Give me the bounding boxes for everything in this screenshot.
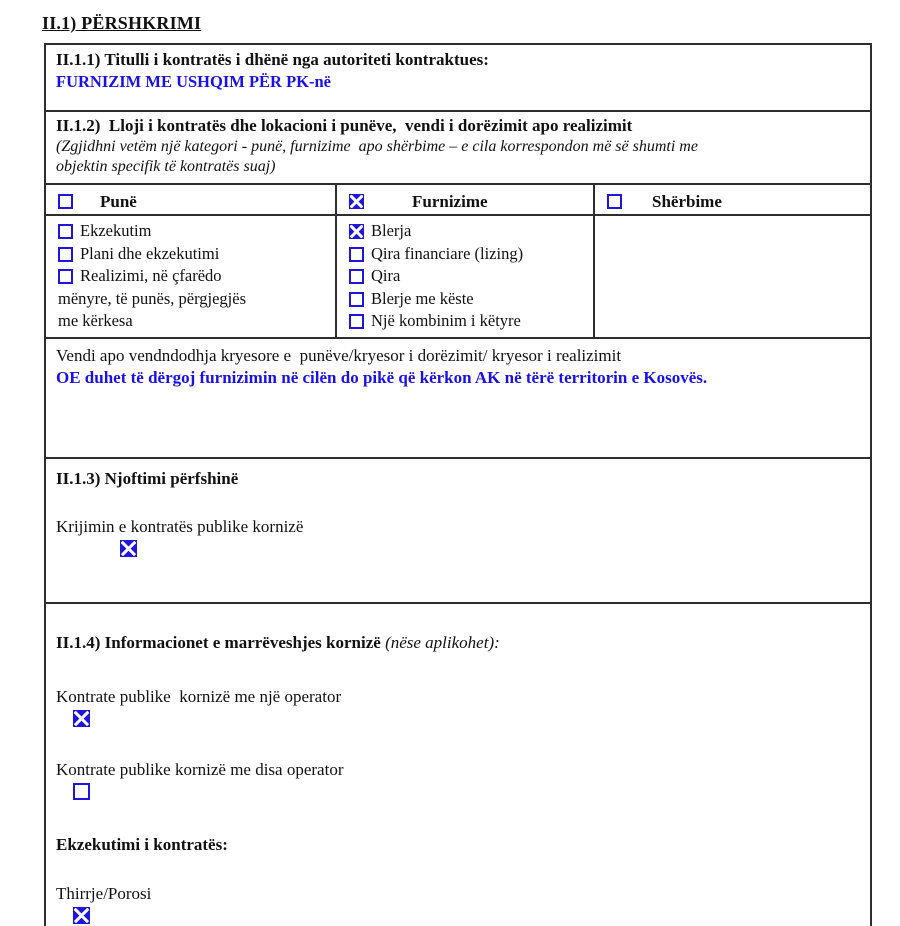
work-options-cell	[46, 216, 337, 337]
framework-multi-operator-label: Kontrate publike kornizë me disa operator	[56, 760, 344, 779]
option-label: Blerja	[371, 221, 412, 240]
category-checkbox-furnizime[interactable]	[349, 194, 364, 209]
section-contract-title	[46, 45, 870, 112]
checkbox-plani-dhe-ekzekutimi[interactable]	[58, 247, 73, 262]
category-header-row	[46, 185, 870, 216]
framework-single-operator-label: Kontrate publike kornizë me një operator	[56, 687, 342, 706]
delivery-place-value: OE duhet të dërgoj furnizimin në cilën do pikë që kërkon AK në tërë territorin e Kosovës.	[56, 368, 708, 387]
call-order-checkbox[interactable]	[73, 907, 90, 924]
option-label: Blerje me këste	[371, 288, 474, 308]
category-label-sherbime: Shërbime	[652, 191, 722, 211]
framework-info-heading-note: (nëse aplikohet):	[380, 633, 500, 652]
option-plani-dhe-ekzekutimi	[58, 243, 329, 266]
option-blerje-me-keste	[349, 288, 587, 311]
option-label: Ekzekutim	[80, 221, 152, 240]
category-checkbox-pune[interactable]	[58, 194, 73, 209]
contract-title-heading: II.1.1) Titulli i kontratës i dhënë nga autoriteti kontraktues:	[56, 50, 489, 69]
section-notice-includes	[46, 459, 870, 604]
checkbox-blerja[interactable]	[349, 224, 364, 239]
delivery-place-label: Vendi apo vendndodhja kryesore e punëve/kryesor i dorëzimit/ kryesor i realizimit	[56, 346, 622, 365]
category-label-pune: Punë	[100, 191, 137, 211]
supply-options-cell	[337, 216, 595, 337]
contract-type-note-line2: objektin specifik të kontratës suaj)	[56, 158, 276, 175]
category-cell-furnizime	[337, 185, 595, 214]
option-ekzekutim	[58, 220, 329, 243]
checkbox-realizimi[interactable]	[58, 269, 73, 284]
call-order-label: Thirrje/Porosi	[56, 884, 152, 903]
option-label: Qira	[371, 266, 401, 285]
option-realizimi-wrap-line2: me kërkesa	[58, 311, 133, 330]
checkbox-qira-financiare[interactable]	[349, 247, 364, 262]
checkbox-nje-kombinim[interactable]	[349, 314, 364, 329]
framework-multi-operator-checkbox[interactable]	[73, 783, 90, 800]
option-label: Realizimi, në çfarëdo	[80, 266, 222, 285]
checkbox-qira[interactable]	[349, 269, 364, 284]
contract-type-heading: II.1.2) Lloji i kontratës dhe lokacioni i punëve, vendi i dorëzimit apo realizimit	[56, 116, 633, 135]
section-contract-type-heading	[46, 112, 870, 185]
category-cell-sherbime	[595, 185, 870, 214]
contract-title-value: FURNIZIM ME USHQIM PËR PK-në	[56, 72, 331, 91]
section-framework-info	[46, 604, 870, 926]
option-qira-financiare	[349, 243, 587, 266]
framework-single-operator-checkbox[interactable]	[73, 710, 90, 727]
option-realizimi	[58, 265, 329, 288]
services-options-cell-empty	[595, 216, 870, 337]
option-label: Një kombinim i këtyre	[371, 311, 521, 330]
category-cell-pune	[46, 185, 337, 214]
option-realizimi-wrap-line1: mënyre, të punës, përgjegjës	[58, 288, 247, 308]
option-label: Qira financiare (lizing)	[371, 243, 524, 263]
checkbox-ekzekutim[interactable]	[58, 224, 73, 239]
option-blerja	[349, 220, 587, 243]
option-label: Plani dhe ekzekutimi	[80, 243, 220, 263]
notice-includes-heading: II.1.3) Njoftimi përfshinë	[56, 469, 239, 488]
checkbox-blerje-me-keste[interactable]	[349, 292, 364, 307]
contract-type-note-line1: (Zgjidhni vetëm një kategori - punë, furnizime apo shërbime – e cila korrespondon më së shumti me	[56, 138, 698, 155]
category-checkbox-sherbime[interactable]	[607, 194, 622, 209]
contract-execution-heading: Ekzekutimi i kontratës:	[56, 835, 228, 854]
section-delivery-place	[46, 339, 870, 459]
subcategory-options-row	[46, 216, 870, 339]
contract-description-form	[44, 43, 872, 926]
framework-info-heading: II.1.4) Informacionet e marrëveshjes kornizë	[56, 633, 381, 652]
page-title: II.1) PËRSHKRIMI	[42, 13, 202, 33]
framework-creation-checkbox[interactable]	[120, 540, 137, 557]
option-qira	[349, 265, 587, 288]
option-nje-kombinim	[349, 310, 587, 333]
category-label-furnizime: Furnizime	[412, 191, 488, 211]
framework-creation-label: Krijimin e kontratës publike kornizë	[56, 517, 304, 536]
